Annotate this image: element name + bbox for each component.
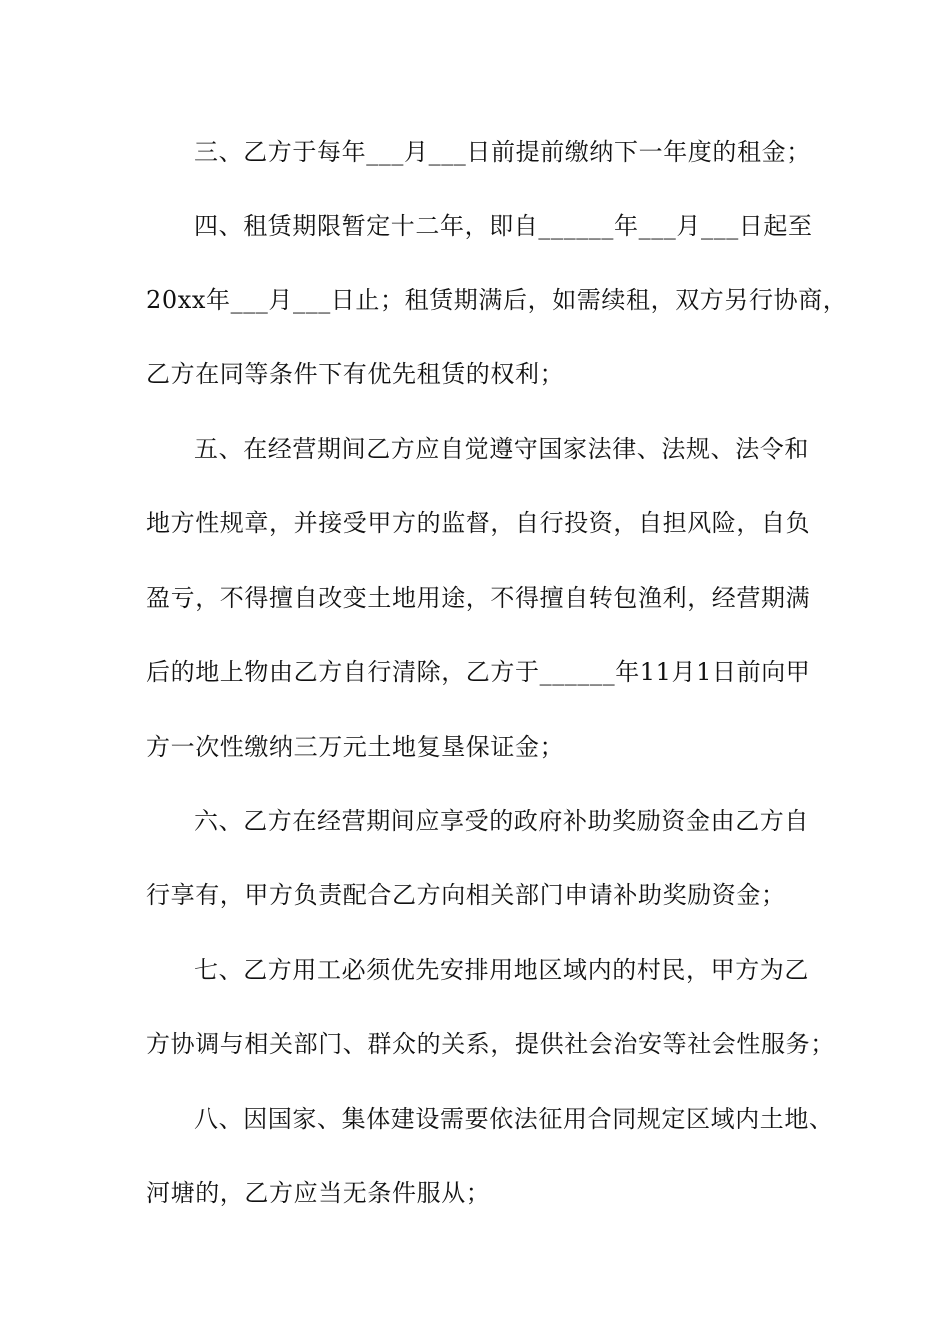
clause-8-line-1: 八、因国家、集体建设需要依法征用合同规定区域内土地、 [194, 1105, 834, 1133]
clause-4-line-1: 四、租赁期限暂定十二年，即自______年___月___日起至 [194, 212, 813, 240]
clause-6-line-1: 六、乙方在经营期间应享受的政府补助奖励资金由乙方自 [194, 807, 809, 835]
clause-5-line-3: 盈亏，不得擅自改变土地用途，不得擅自转包渔利，经营期满 [146, 584, 811, 612]
clause-4-line-2: 20xx年___月___日止；租赁期满后，如需续租，双方另行协商， [146, 286, 848, 314]
clause-4-line-3: 乙方在同等条件下有优先租赁的权利； [146, 360, 565, 388]
clause-3-line-1: 三、乙方于每年___月___日前提前缴纳下一年度的租金； [194, 138, 811, 166]
clause-5-line-2: 地方性规章，并接受甲方的监督，自行投资，自担风险，自负 [146, 509, 811, 537]
clause-5-line-5: 方一次性缴纳三万元土地复垦保证金； [146, 733, 565, 761]
clause-6-line-2: 行享有，甲方负责配合乙方向相关部门申请补助奖励资金； [146, 881, 786, 909]
clause-5-line-1: 五、在经营期间乙方应自觉遵守国家法律、法规、法令和 [194, 435, 809, 463]
clause-7-line-1: 七、乙方用工必须优先安排用地区域内的村民，甲方为乙 [194, 956, 809, 984]
clause-7-line-2: 方协调与相关部门、群众的关系，提供社会治安等社会性服务； [146, 1030, 835, 1058]
clause-5-line-4: 后的地上物由乙方自行清除，乙方于______年11月1日前向甲 [146, 658, 811, 686]
clause-8-line-2: 河塘的，乙方应当无条件服从； [146, 1179, 491, 1207]
